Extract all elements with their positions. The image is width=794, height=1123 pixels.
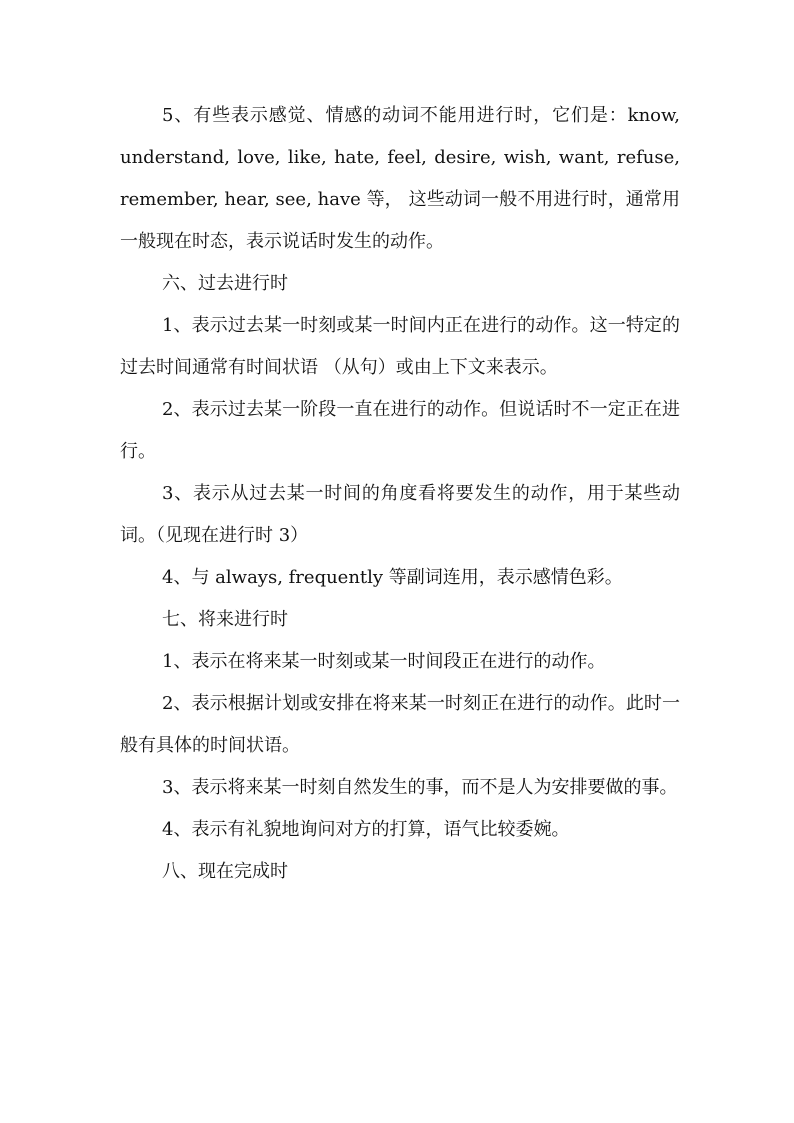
paragraph-verbs-not-progressive: 5、有些表示感觉、情感的动词不能用进行时，它们是：know, understand, love, like, hate, feel, desire, wish, want, refuse, remember, hear, see, have 等， 这些动词一般不用进行时，通常用一般现在时态，表示说话时发生的动作。: [120, 105, 680, 252]
paragraph-future-progressive-4: 4、表示有礼貌地询问对方的打算，语气比较委婉。: [162, 819, 570, 840]
heading-present-perfect: 八、现在完成时: [162, 861, 288, 882]
paragraph-future-progressive-2: 2、表示根据计划或安排在将来某一时刻正在进行的动作。此时一般有具体的时间状语。: [120, 693, 680, 756]
paragraph-past-progressive-3: 3、表示从过去某一时间的角度看将要发生的动作，用于某些动词。（见现在进行时 3）: [120, 483, 680, 546]
paragraph-future-progressive-1: 1、表示在将来某一时刻或某一时间段正在进行的动作。: [162, 651, 606, 672]
paragraph-past-progressive-2: 2、表示过去某一阶段一直在进行的动作。但说话时不一定正在进行。: [120, 399, 680, 462]
heading-future-progressive: 七、将来进行时: [162, 609, 288, 630]
document-page: [120, 95, 680, 893]
paragraph-past-progressive-4: 4、与 always, frequently 等副词连用，表示感情色彩。: [162, 567, 623, 588]
heading-past-progressive: 六、过去进行时: [162, 273, 288, 294]
paragraph-past-progressive-1: 1、表示过去某一时刻或某一时间内正在进行的动作。这一特定的过去时间通常有时间状语 （从句）或由上下文来表示。: [120, 315, 680, 378]
paragraph-future-progressive-3: 3、表示将来某一时刻自然发生的事，而不是人为安排要做的事。: [162, 777, 678, 798]
